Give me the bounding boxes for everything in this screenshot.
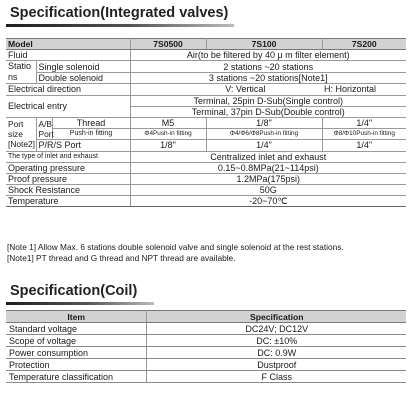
single-solenoid-value: 2 stations ~20 stations [130,61,406,73]
integrated-valves-spec-table [6,38,406,207]
table-row [6,72,406,84]
direction-label: Electrical direction [6,84,130,95]
table-row [6,359,406,371]
table-row [6,95,406,106]
ab-port-label: A/B Port [36,117,52,139]
operating-pressure-value: 0.15~0.8MPa(21~114psi) [130,162,406,173]
port-size-label: Port size [Note2] [8,119,36,150]
coil-item: Standard voltage [6,323,146,335]
ab-thread-7s0500: M5 [130,117,206,128]
table-row [6,151,406,162]
model-7s100: 7S100 [206,39,322,50]
title-underline [6,24,234,27]
table-row [6,84,406,95]
coil-spec-table [6,310,406,383]
table-row [6,50,406,61]
stations-label: Statio ns [6,61,36,84]
entry-double: Terminal, 37pin D-Sub(Double control) [130,106,406,117]
integrated-valves-title: Specification(Integrated valves) [10,5,229,21]
table-row [6,140,406,151]
coil-title: Specification(Coil) [10,283,138,299]
specification-header: Specification [146,311,406,323]
fluid-label: Fluid [6,50,130,61]
model-7s0500: 7S0500 [130,39,206,50]
proof-pressure-label: Proof pressure [6,173,130,184]
prs-7s0500: 1/8" [130,140,206,151]
fluid-value: Air(to be filtered by 40 μ m filter element) [130,50,406,61]
temperature-label: Temperature [6,196,130,207]
table-row [6,347,406,359]
entry-label: Electrical entry [6,95,130,117]
shock-resistance-value: 50G [130,185,406,196]
coil-value: DC: ±10% [146,335,406,347]
single-solenoid-label: Single solenoid [36,61,130,73]
coil-item: Temperature classification [6,371,146,383]
shock-resistance-label: Shock Resistance [6,185,130,196]
note-1: [Note 1] Allow Max. 6 stations double solenoid valve and single solenoid at the rest stations. [7,242,344,252]
double-solenoid-label: Double solenoid [36,72,130,84]
inlet-exhaust-label: The type of inlet and exhaust [6,151,130,162]
table-row [6,185,406,196]
table-header-row [6,39,406,50]
inlet-exhaust-value: Centralized inlet and exhaust [130,151,406,162]
ab-thread-7s100: 1/8" [206,117,322,128]
coil-value: Dustproof [146,359,406,371]
push-in-label: Push-in fitting [52,129,130,140]
thread-label: Thread [52,117,130,128]
coil-value: DC: 0.9W [146,347,406,359]
table-row [6,117,406,128]
ab-push-7s0500: Φ4Push-in fitting [130,129,206,140]
operating-pressure-label: Operating pressure [6,162,130,173]
direction-vertical: V: Vertical [130,84,322,95]
coil-item: Protection [6,359,146,371]
prs-port-label: P/R/S Port [36,140,130,151]
model-7s200: 7S200 [322,39,406,50]
direction-horizontal: H: Horizontal [322,84,406,95]
item-header: Item [6,311,146,323]
ab-push-7s200: Φ8/Φ10Push-in fitting [322,129,406,140]
model-header: Model [6,39,130,50]
table-row [6,61,406,73]
coil-item: Power consumption [6,347,146,359]
ab-push-7s100: Φ4/Φ6/Φ8Push-in fitting [206,129,322,140]
entry-single: Terminal, 25pin D-Sub(Single control) [130,95,406,106]
table-row [6,335,406,347]
table-row [6,129,406,140]
table-row [6,196,406,207]
prs-7s100: 1/4" [206,140,322,151]
note-2: [Note1] PT thread and G thread and NPT thread are available. [7,253,236,263]
table-row [6,173,406,184]
table-row [6,323,406,335]
table-header-row [6,311,406,323]
table-row [6,162,406,173]
prs-7s200: 1/4" [322,140,406,151]
coil-value: DC24V; DC12V [146,323,406,335]
coil-item: Scope of voltage [6,335,146,347]
table-row [6,371,406,383]
temperature-value: -20~70℃ [130,196,406,207]
coil-value: F Class [146,371,406,383]
proof-pressure-value: 1.2MPa(175psi) [130,173,406,184]
title-underline [6,302,154,305]
double-solenoid-value: 3 stations ~20 stations[Note1] [130,72,406,84]
ab-thread-7s200: 1/4" [322,117,406,128]
